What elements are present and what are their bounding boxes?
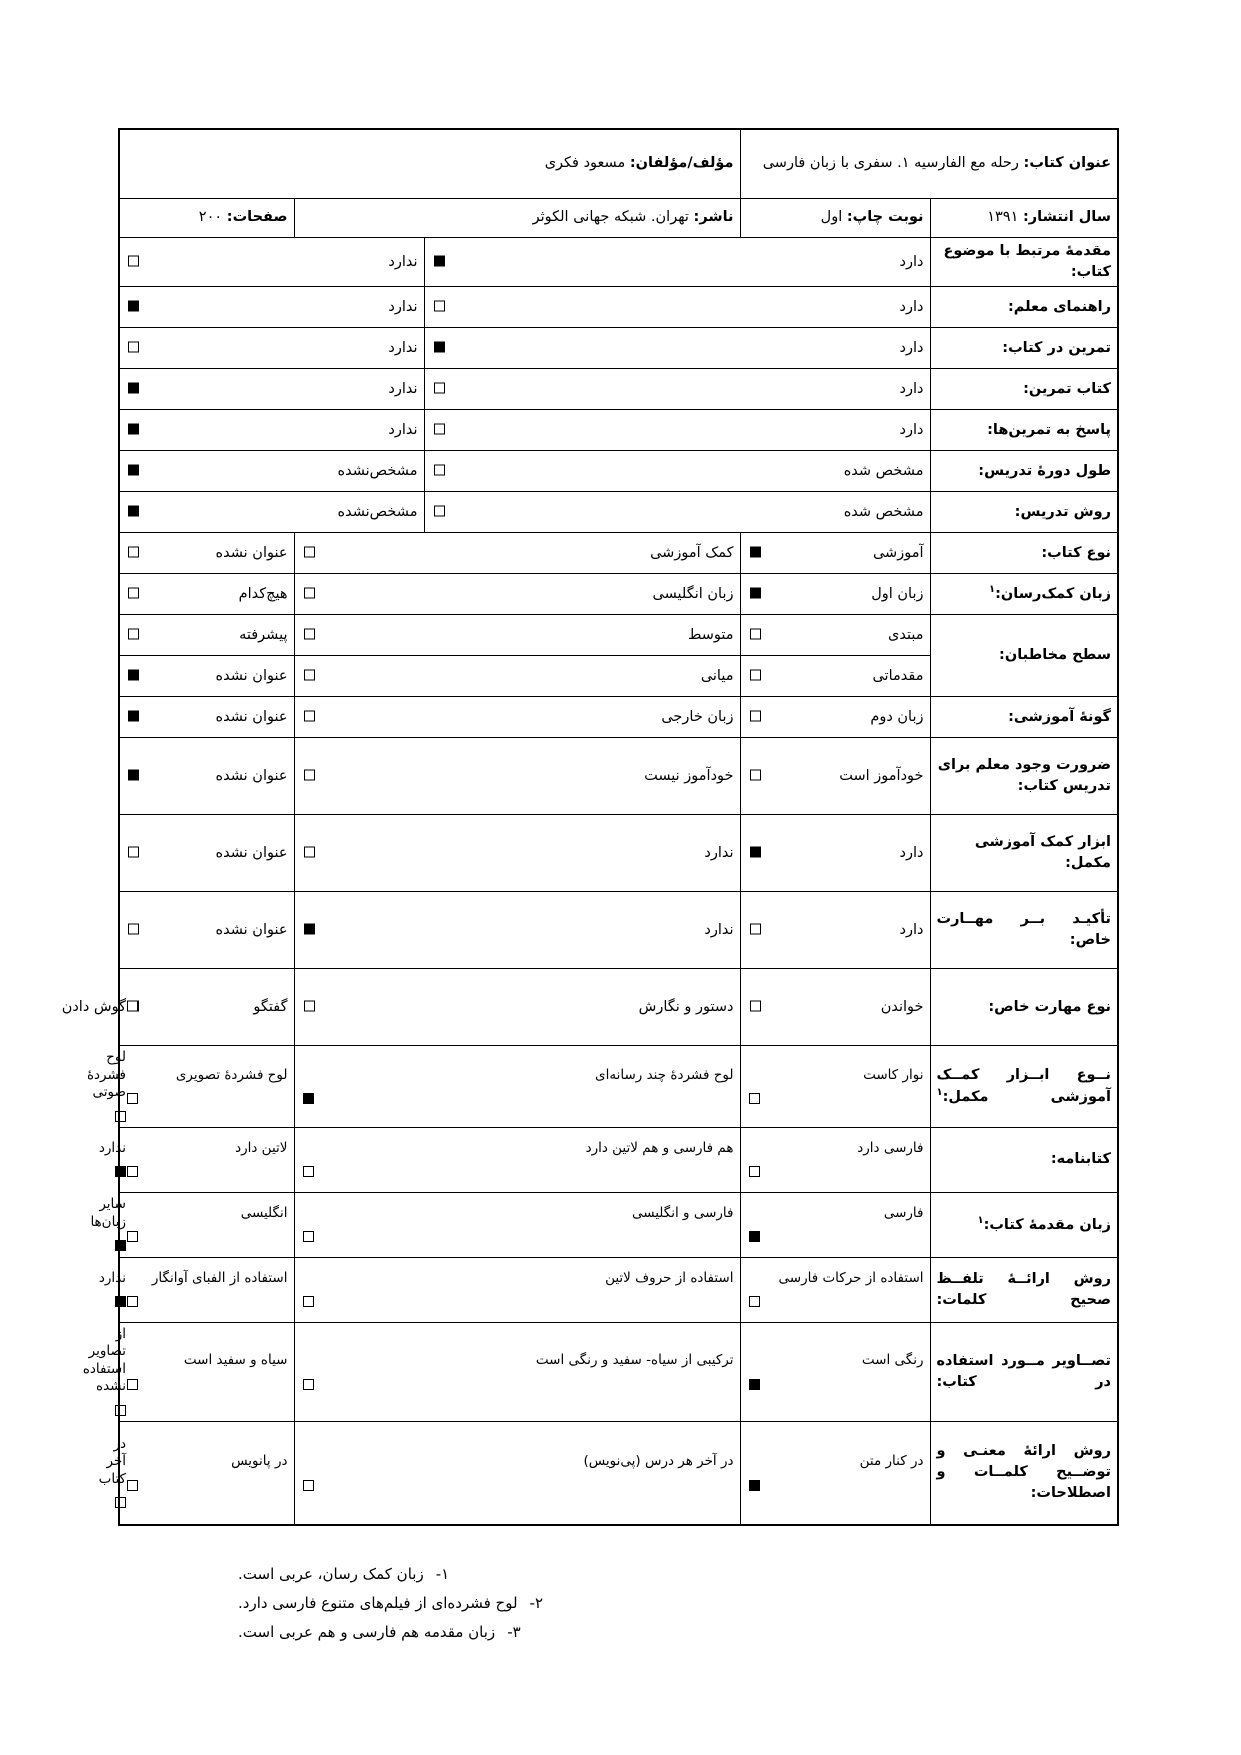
option-cell[interactable]	[740, 615, 930, 656]
option-label: ندارد	[704, 844, 734, 861]
row-label-text: طول دورهٔ تدریس:	[978, 462, 1111, 479]
table-row	[119, 574, 1118, 615]
footnote-text: زبان کمک رسان، عربی است.	[238, 1564, 424, 1583]
option-label: میانی	[700, 667, 734, 684]
row-label-text: زبان مقدمهٔ کتاب:	[983, 1216, 1111, 1233]
checkbox-unchecked[interactable]	[301, 1231, 314, 1244]
checkbox-unchecked[interactable]	[125, 1001, 138, 1014]
option-label: فارسی دارد	[857, 1139, 924, 1156]
row-label-text: پاسخ به تمرین‌ها:	[987, 421, 1111, 438]
option-label: خودآموز نیست	[644, 767, 734, 784]
footnote-marker: ۱	[936, 1086, 943, 1098]
option-label: دارد	[899, 339, 924, 356]
option-label: زبان انگلیسی	[652, 585, 734, 602]
option-cell[interactable]	[119, 451, 424, 492]
row-label	[930, 1421, 1118, 1525]
checkbox-checked[interactable]	[113, 1166, 126, 1179]
checkbox-unchecked[interactable]	[126, 629, 139, 642]
option-cell[interactable]	[119, 1421, 294, 1525]
footnote-marker: ۱	[977, 1214, 984, 1226]
checkbox-unchecked[interactable]	[126, 342, 139, 355]
option-label: نوار کاست	[863, 1066, 924, 1083]
row-label-text: نوع مهارت خاص:	[988, 998, 1111, 1015]
option-label: مقدماتی	[872, 667, 924, 684]
option-cell[interactable]	[119, 969, 294, 1046]
option-label: ترکیبی از سیاه- سفید و رنگی است	[535, 1351, 734, 1368]
option-label: مشخص‌نشده	[337, 462, 418, 479]
option-cell[interactable]	[119, 1127, 294, 1192]
row-label	[930, 328, 1118, 369]
checkbox-unchecked[interactable]	[113, 1111, 126, 1124]
option-label: عنوان نشده	[215, 667, 288, 684]
option-label: مشخص شده	[843, 503, 924, 520]
footnote-item	[238, 1589, 1119, 1618]
publisher-value: تهران. شبکه جهانی الکوثر	[532, 209, 689, 226]
option-cell[interactable]	[294, 697, 740, 738]
checkbox-checked[interactable]	[126, 711, 139, 724]
checkbox-unchecked[interactable]	[301, 1166, 314, 1179]
option-label: پیشرفته	[239, 626, 288, 643]
pages-cell	[119, 199, 294, 238]
table-row	[119, 492, 1118, 533]
row-label-text: زبان کمک‌رسان:	[995, 585, 1111, 602]
row-label-text: مقدمهٔ مرتبط با موضوع کتاب:	[943, 243, 1111, 281]
checkbox-checked[interactable]	[432, 256, 445, 269]
checkbox-unchecked[interactable]	[432, 465, 445, 478]
checkbox-unchecked[interactable]	[126, 547, 139, 560]
row-label	[930, 1192, 1118, 1257]
option-label: ندارد	[704, 921, 734, 938]
option-cell[interactable]	[294, 574, 740, 615]
option-cell[interactable]	[740, 1127, 930, 1192]
checkbox-unchecked[interactable]	[301, 1296, 314, 1309]
row-label-text: راهنمای معلم:	[1007, 298, 1111, 315]
checkbox-unchecked[interactable]	[748, 770, 761, 783]
option-label: عنوان نشده	[215, 544, 288, 561]
option-cell[interactable]	[294, 1421, 740, 1525]
row-label	[930, 369, 1118, 410]
year-cell	[930, 199, 1118, 238]
checkbox-checked[interactable]	[748, 847, 761, 860]
row-label-text: کتاب تمرین:	[1023, 380, 1111, 397]
footnote-item	[238, 1560, 1119, 1589]
option-cell[interactable]	[740, 697, 930, 738]
row-label	[930, 815, 1118, 892]
book-title-label: عنوان کتاب:	[1023, 155, 1111, 172]
row-label-text: کتابنامه:	[1050, 1151, 1111, 1168]
option-cell[interactable]	[119, 697, 294, 738]
option-cell[interactable]	[119, 892, 294, 969]
option-cell[interactable]	[294, 969, 740, 1046]
footnote-marker: ۱	[989, 584, 996, 596]
option-cell[interactable]	[119, 1046, 294, 1128]
row-label	[930, 892, 1118, 969]
checkbox-unchecked[interactable]	[302, 547, 315, 560]
table-row	[119, 369, 1118, 410]
table-row	[119, 892, 1118, 969]
row-label	[930, 410, 1118, 451]
table-row: زبان مقدمهٔ کتاب:$^۱$ فارسی فارسی و انگلیسی انگلیسی سایر زبان‌ها	[119, 1192, 1118, 1257]
table-row	[119, 815, 1118, 892]
table-row	[119, 238, 1118, 287]
option-cell[interactable]	[294, 533, 740, 574]
option-label: انگلیسی	[240, 1204, 288, 1221]
row-label-text: نــوع ابــزار کمــک آموزشی مکمل:	[936, 1066, 1111, 1105]
option-label: زبان دوم	[870, 708, 924, 725]
option-cell[interactable]	[740, 815, 930, 892]
checkbox-checked[interactable]	[747, 1379, 760, 1392]
row-label-text: تمرین در کتاب:	[1002, 339, 1111, 356]
option-label: ندارد	[388, 421, 418, 438]
checkbox-unchecked[interactable]	[302, 670, 315, 683]
checkbox-unchecked[interactable]	[113, 1497, 126, 1510]
table-body	[61, 129, 1118, 1525]
row-label-text: گونهٔ آموزشی:	[1008, 708, 1111, 725]
option-label: استفاده از حروف لاتین	[605, 1269, 734, 1286]
table-row	[119, 287, 1118, 328]
checkbox-unchecked[interactable]	[748, 629, 761, 642]
row-label	[930, 287, 1118, 328]
checkbox-checked[interactable]	[747, 1480, 760, 1493]
option-label: گفتگو	[253, 998, 288, 1015]
option-label: ندارد	[388, 298, 418, 315]
checkbox-checked[interactable]	[747, 1231, 760, 1244]
option-label: دارد	[899, 298, 924, 315]
option-label: در پانویس	[231, 1453, 288, 1470]
year-label: سال انتشار:	[1022, 209, 1111, 226]
checkbox-unchecked[interactable]	[302, 770, 315, 783]
row-label-text: سطح مخاطبان:	[999, 647, 1111, 664]
checkbox-checked[interactable]	[126, 770, 139, 783]
checkbox-unchecked[interactable]	[432, 424, 445, 437]
checkbox-checked[interactable]	[301, 1093, 314, 1106]
footnote-number: ۳-	[507, 1623, 521, 1642]
checkbox-unchecked[interactable]	[126, 924, 139, 937]
option-cell[interactable]	[119, 410, 424, 451]
option-cell[interactable]	[740, 1257, 930, 1322]
checkbox-unchecked[interactable]	[748, 670, 761, 683]
option-cell[interactable]	[424, 287, 930, 328]
option-label: لوح فشردهٔ چند رسانه‌ای	[595, 1066, 734, 1083]
option-cell[interactable]	[740, 533, 930, 574]
checkbox-unchecked[interactable]	[125, 1166, 138, 1179]
option-cell[interactable]	[294, 1046, 740, 1128]
option-label: ندارد	[388, 380, 418, 397]
table-row	[119, 410, 1118, 451]
option-label: ندارد	[388, 339, 418, 356]
option-cell[interactable]	[740, 656, 930, 697]
row-label-text: نوع کتاب:	[1041, 544, 1111, 561]
option-cell[interactable]	[740, 969, 930, 1046]
option-cell[interactable]	[424, 410, 930, 451]
edition-cell	[740, 199, 930, 238]
row-label	[930, 492, 1118, 533]
row-label-text: تأکیـد بــر مهــارت خاص:	[936, 911, 1111, 949]
option-label: گوش دادن	[61, 998, 126, 1015]
option-label: دارد	[899, 421, 924, 438]
checkbox-unchecked[interactable]	[748, 711, 761, 724]
row-label	[930, 1127, 1118, 1192]
option-label: هیچ‌کدام	[238, 585, 288, 602]
option-label: فارسی	[883, 1204, 924, 1221]
row-label	[930, 1257, 1118, 1322]
row-label	[930, 697, 1118, 738]
option-label: زبان خارجی	[661, 708, 734, 725]
option-cell[interactable]	[119, 1257, 294, 1322]
option-cell[interactable]	[119, 369, 424, 410]
option-cell[interactable]	[119, 615, 294, 656]
option-label: استفاده از حرکات فارسی	[778, 1269, 924, 1286]
checkbox-checked[interactable]	[126, 383, 139, 396]
checkbox-unchecked[interactable]	[748, 924, 761, 937]
footnote-number: ۱-	[435, 1564, 450, 1583]
option-label: آموزشی	[872, 544, 924, 561]
option-cell[interactable]	[424, 451, 930, 492]
option-cell[interactable]	[119, 574, 294, 615]
book-title-cell	[740, 129, 1118, 199]
footnote-text: لوح فشرده‌ای از فیلم‌های متنوع فارسی دارد.	[238, 1594, 518, 1613]
option-cell[interactable]	[740, 1046, 930, 1128]
row-label-text: روش ارائــهٔ تلفــظ صحیح کلمات:	[936, 1270, 1111, 1308]
option-cell[interactable]	[740, 892, 930, 969]
year-value: ۱۳۹۱	[987, 209, 1019, 226]
checkbox-unchecked[interactable]	[302, 847, 315, 860]
checkbox-unchecked[interactable]	[126, 256, 139, 269]
publisher-cell	[294, 199, 740, 238]
table-row	[119, 697, 1118, 738]
row-label	[930, 615, 1118, 697]
edition-value: اول	[820, 209, 843, 226]
row-label	[930, 738, 1118, 815]
checkbox-unchecked[interactable]	[301, 1480, 314, 1493]
checkbox-unchecked[interactable]	[302, 588, 315, 601]
option-cell[interactable]	[294, 1127, 740, 1192]
row-label-text: روش تدریس:	[1014, 503, 1111, 520]
option-cell[interactable]	[119, 328, 424, 369]
checkbox-checked[interactable]	[126, 506, 139, 519]
checkbox-unchecked[interactable]	[125, 1480, 138, 1493]
checkbox-checked[interactable]	[748, 588, 761, 601]
table-row: روش ارائــهٔ تلفــظ صحیح کلمات: استفاده از حرکات فارسی استفاده از حروف لاتین استفاده از الفبای آوانگار ندارد	[119, 1257, 1118, 1322]
header-row-title	[119, 129, 1118, 199]
option-cell[interactable]	[119, 238, 424, 287]
checkbox-unchecked[interactable]	[125, 1231, 138, 1244]
option-cell[interactable]	[119, 815, 294, 892]
checkbox-unchecked[interactable]	[432, 506, 445, 519]
checkbox-checked[interactable]	[126, 670, 139, 683]
table-row	[119, 328, 1118, 369]
option-cell[interactable]	[424, 492, 930, 533]
row-label	[930, 574, 1118, 615]
row-label	[930, 1046, 1118, 1128]
option-label: لاتین دارد	[235, 1139, 288, 1156]
option-cell[interactable]	[119, 1322, 294, 1421]
option-cell[interactable]	[294, 892, 740, 969]
table-row	[119, 451, 1118, 492]
option-cell[interactable]	[740, 1322, 930, 1421]
checkbox-checked[interactable]	[126, 424, 139, 437]
row-label	[930, 533, 1118, 574]
option-label: زبان اول	[871, 585, 924, 602]
checkbox-unchecked[interactable]	[125, 1379, 138, 1392]
row-label	[930, 1322, 1118, 1421]
row-label	[930, 238, 1118, 287]
option-label: استفاده از الفبای آوانگار	[151, 1269, 288, 1286]
footnotes-list	[120, 1560, 1119, 1648]
checkbox-checked[interactable]	[113, 1296, 126, 1309]
option-cell[interactable]	[294, 1192, 740, 1257]
option-cell[interactable]	[119, 1192, 294, 1257]
row-label	[930, 969, 1118, 1046]
option-cell[interactable]	[424, 238, 930, 287]
checkbox-unchecked[interactable]	[302, 711, 315, 724]
checkbox-unchecked[interactable]	[747, 1093, 760, 1106]
option-label: لوح فشردهٔ تصویری	[175, 1066, 288, 1083]
option-cell[interactable]	[740, 1192, 930, 1257]
option-label: عنوان نشده	[215, 844, 288, 861]
pages-value: ۲۰۰	[198, 209, 223, 226]
option-label: در کنار متن	[859, 1453, 924, 1470]
option-cell[interactable]	[294, 1322, 740, 1421]
author-cell	[119, 129, 740, 199]
option-label: دارد	[899, 253, 924, 270]
book-title-value: رحله مع الفارسیه ۱. سفری با زبان فارسی	[762, 155, 1019, 172]
option-cell[interactable]	[119, 656, 294, 697]
checkbox-unchecked[interactable]	[126, 847, 139, 860]
checkbox-unchecked[interactable]	[113, 1405, 126, 1418]
option-cell[interactable]	[424, 328, 930, 369]
checkbox-checked[interactable]	[432, 342, 445, 355]
option-cell[interactable]	[294, 656, 740, 697]
option-label: عنوان نشده	[215, 921, 288, 938]
checkbox-unchecked[interactable]	[302, 629, 315, 642]
option-cell[interactable]	[740, 738, 930, 815]
checkbox-unchecked[interactable]	[302, 1001, 315, 1014]
option-label: سیاه و سفید است	[183, 1351, 288, 1368]
option-cell[interactable]	[119, 287, 424, 328]
checkbox-checked[interactable]	[302, 924, 315, 937]
row-label-text: ابزار کمک آموزشی مکمل:	[974, 834, 1111, 872]
pages-label: صفحات:	[226, 209, 288, 226]
publisher-label: ناشر:	[693, 209, 734, 226]
option-label: رنگی است	[861, 1351, 924, 1368]
author-label: مؤلف/مؤلفان:	[629, 155, 734, 172]
option-label: عنوان نشده	[215, 767, 288, 784]
option-label: مبتدی	[888, 626, 924, 643]
checkbox-unchecked[interactable]	[747, 1166, 760, 1179]
row-label	[930, 451, 1118, 492]
option-cell[interactable]	[740, 574, 930, 615]
footnote-item	[238, 1618, 1119, 1647]
option-label: مشخص‌نشده	[337, 503, 418, 520]
option-cell[interactable]	[294, 815, 740, 892]
option-label: دستور و نگارش	[638, 998, 734, 1015]
option-cell[interactable]	[294, 738, 740, 815]
option-label: عنوان نشده	[215, 708, 288, 725]
checkbox-unchecked[interactable]	[748, 1001, 761, 1014]
option-cell[interactable]	[424, 369, 930, 410]
option-cell[interactable]	[294, 1257, 740, 1322]
footnote-number: ۲-	[529, 1594, 544, 1613]
option-cell[interactable]	[740, 1421, 930, 1525]
table-row	[119, 738, 1118, 815]
option-label: ندارد	[388, 253, 418, 270]
checkbox-checked[interactable]	[126, 465, 139, 478]
edition-label: نوبت چاپ:	[846, 209, 924, 226]
option-cell[interactable]	[119, 533, 294, 574]
checkbox-checked[interactable]	[748, 547, 761, 560]
checkbox-unchecked[interactable]	[747, 1296, 760, 1309]
row-label-text: روش ارائهٔ معنـی و توضــیح کلمــات و اصطلاحات:	[936, 1443, 1111, 1502]
row-label-text: تصــاویر مــورد استفاده در کتاب:	[936, 1352, 1111, 1390]
table-row: نــوع ابــزار کمــک آموزشی مکمل:$^۱$ نوار کاست لوح فشردهٔ چند رسانه‌ای لوح فشردهٔ تصویری لوح فشردهٔ صوتی	[119, 1046, 1118, 1128]
checkbox-unchecked[interactable]	[432, 383, 445, 396]
option-label: هم فارسی و هم لاتین دارد	[585, 1139, 734, 1156]
option-cell[interactable]	[294, 615, 740, 656]
table-row: روش ارائهٔ معنـی و توضــیح کلمــات و اصطلاحات: در کنار متن در آخر هر درس (پی‌نویس) در پانویس در آخر کتاب	[119, 1421, 1118, 1525]
checkbox-checked[interactable]	[113, 1240, 126, 1253]
table-row	[119, 615, 1118, 656]
table-row: تصــاویر مــورد استفاده در کتاب: رنگی است ترکیبی از سیاه- سفید و رنگی است سیاه و سفید است از تصاویر استفاده نشده	[119, 1322, 1118, 1421]
option-cell[interactable]	[119, 492, 424, 533]
option-label: دارد	[899, 844, 924, 861]
option-cell[interactable]	[119, 738, 294, 815]
option-label: کمک آموزشی	[650, 544, 734, 561]
table-row	[119, 533, 1118, 574]
checkbox-checked[interactable]	[126, 301, 139, 314]
table-row	[119, 969, 1118, 1046]
option-label: مشخص شده	[843, 462, 924, 479]
row-label-text: ضرورت وجود معلم برای تدریس کتاب:	[937, 757, 1111, 795]
author-value: مسعود فکری	[544, 155, 626, 172]
checkbox-unchecked[interactable]	[126, 588, 139, 601]
checkbox-unchecked[interactable]	[432, 301, 445, 314]
option-label: فارسی و انگلیسی	[631, 1204, 734, 1221]
header-row-publication	[119, 199, 1118, 238]
option-label: متوسط	[687, 626, 734, 643]
option-label: خودآموز است	[839, 767, 924, 784]
checkbox-unchecked[interactable]	[125, 1093, 138, 1106]
option-label: خواندن	[880, 998, 924, 1015]
table-row: کتابنامه: فارسی دارد هم فارسی و هم لاتین دارد لاتین دارد ندارد	[119, 1127, 1118, 1192]
option-label: در آخر هر درس (پی‌نویس)	[583, 1453, 734, 1470]
checkbox-unchecked[interactable]	[301, 1379, 314, 1392]
option-label: دارد	[899, 921, 924, 938]
option-label: دارد	[899, 380, 924, 397]
checkbox-unchecked[interactable]	[125, 1296, 138, 1309]
footnote-text: زبان مقدمه هم فارسی و هم عربی است.	[238, 1623, 496, 1642]
book-evaluation-table	[61, 128, 1119, 1526]
